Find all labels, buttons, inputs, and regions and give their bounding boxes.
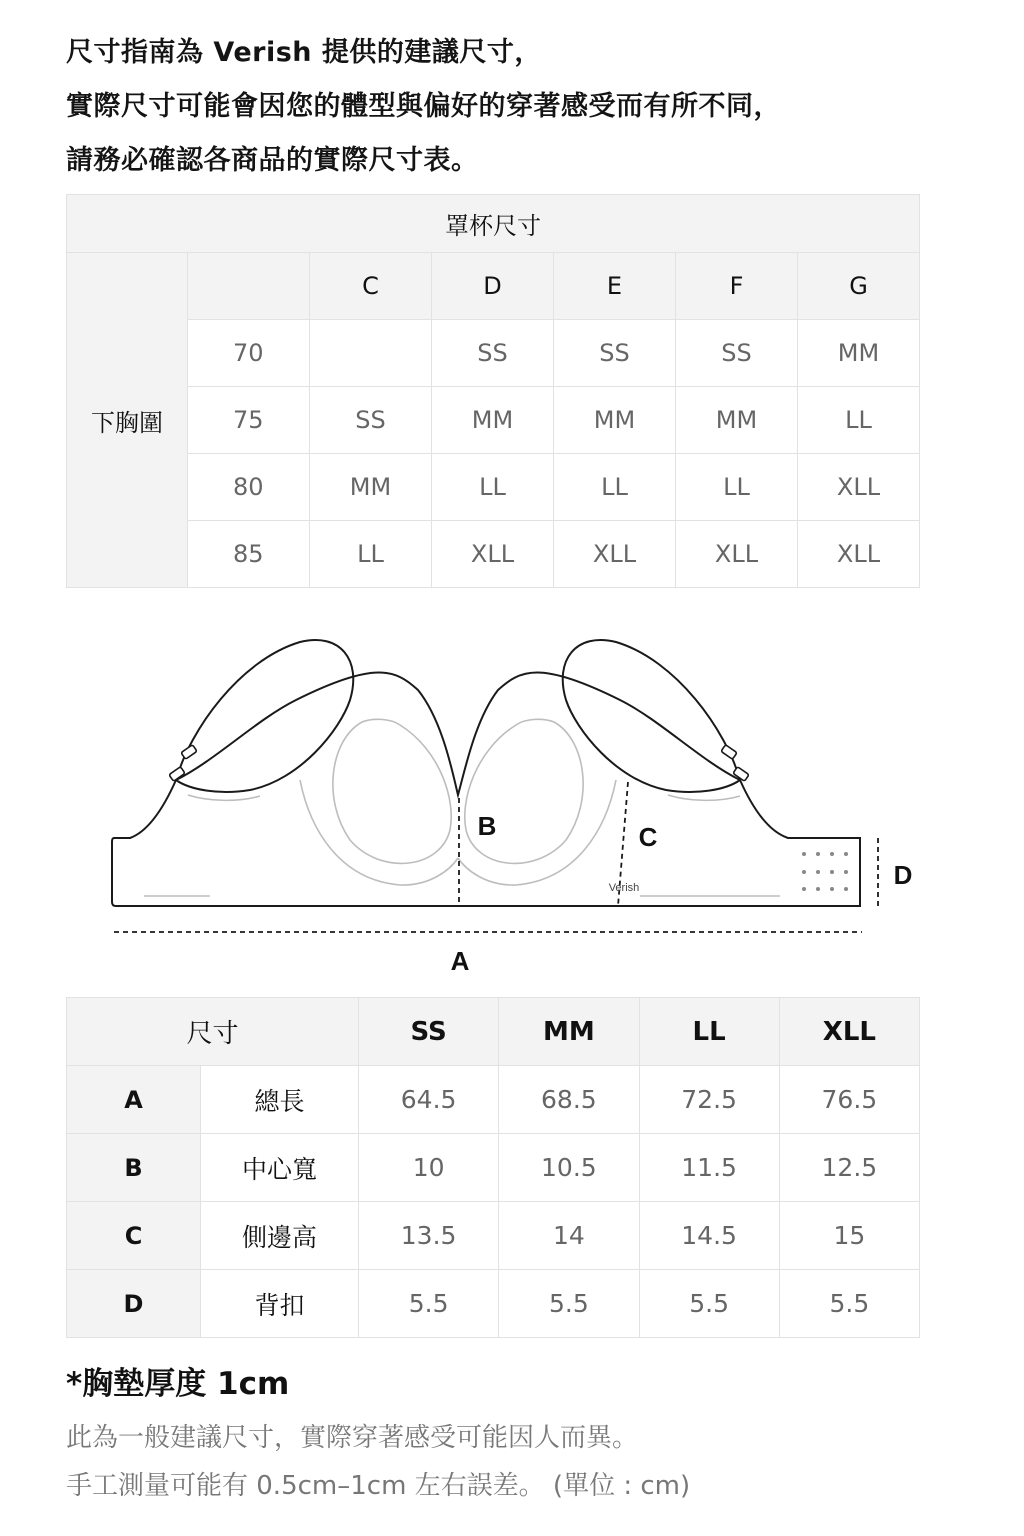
intro-text <box>66 26 966 188</box>
measure-value: 12.5 <box>779 1134 919 1202</box>
left-underwire <box>300 780 458 885</box>
cup-header: F <box>676 253 798 320</box>
measure-value: 5.5 <box>499 1270 639 1338</box>
measure-value: 14.5 <box>639 1202 779 1270</box>
disclaimer-line-2: 手工測量可能有 0.5cm–1cm 左右誤差。 (單位 : cm) <box>66 1471 691 1501</box>
measure-value: 14 <box>499 1202 639 1270</box>
cup-size-table <box>66 194 920 588</box>
measure-value: 15 <box>779 1202 919 1270</box>
measure-label: 背扣 <box>201 1270 359 1338</box>
size-cell: LL <box>798 387 920 454</box>
measure-value: 72.5 <box>639 1066 779 1134</box>
table-row <box>67 320 920 387</box>
measure-value: 10 <box>359 1134 499 1202</box>
bra-body <box>112 673 860 907</box>
cup-header: D <box>432 253 554 320</box>
size-cell: XLL <box>798 521 920 588</box>
measure-lines <box>114 782 878 932</box>
measure-label: 總長 <box>201 1066 359 1134</box>
intro-line-1: 尺寸指南為 Verish 提供的建議尺寸， <box>66 37 542 68</box>
side-stitch <box>188 795 260 800</box>
measurement-table-title: 尺寸 <box>67 998 359 1066</box>
measure-value: 10.5 <box>499 1134 639 1202</box>
corner-cell <box>188 253 310 320</box>
table-row <box>67 387 920 454</box>
hook-and-eye-icon <box>802 852 848 891</box>
size-cell: XLL <box>798 454 920 521</box>
measure-value: 11.5 <box>639 1134 779 1202</box>
size-header: LL <box>639 998 779 1066</box>
measure-value: 13.5 <box>359 1202 499 1270</box>
measure-label: 中心寬 <box>201 1134 359 1202</box>
band-value: 70 <box>188 320 310 387</box>
left-strap <box>176 640 353 792</box>
brand-label: Verish <box>608 882 640 894</box>
size-cell: XLL <box>676 521 798 588</box>
measurement-table <box>66 997 920 1338</box>
cup-details <box>144 719 780 896</box>
label-d: D <box>893 860 913 890</box>
measure-letter: A <box>67 1066 201 1134</box>
measure-value: 68.5 <box>499 1066 639 1134</box>
size-header: XLL <box>779 998 919 1066</box>
measure-letter: B <box>67 1134 201 1202</box>
size-header: MM <box>499 998 639 1066</box>
size-cell: LL <box>310 521 432 588</box>
measure-label: 側邊高 <box>201 1202 359 1270</box>
measure-letter: C <box>67 1202 201 1270</box>
strap-slider-icon <box>181 745 197 760</box>
label-b: B <box>477 811 497 841</box>
table-row <box>67 454 920 521</box>
size-cell: MM <box>310 454 432 521</box>
cup-header: E <box>554 253 676 320</box>
measure-value: 5.5 <box>779 1270 919 1338</box>
band-value: 85 <box>188 521 310 588</box>
measure-value: 76.5 <box>779 1066 919 1134</box>
side-stitch <box>668 795 740 800</box>
right-cup <box>465 719 583 863</box>
measure-letter: D <box>67 1270 201 1338</box>
size-cell: XLL <box>554 521 676 588</box>
size-cell: LL <box>676 454 798 521</box>
size-cell <box>310 320 432 387</box>
cup-table-title: 罩杯尺寸 <box>67 195 920 253</box>
underbust-label: 下胸圍 <box>67 253 188 588</box>
size-cell: SS <box>554 320 676 387</box>
cup-header: C <box>310 253 432 320</box>
size-cell: LL <box>432 454 554 521</box>
size-cell: SS <box>310 387 432 454</box>
size-cell: SS <box>676 320 798 387</box>
pad-thickness-note: *胸墊厚度 1cm <box>66 1366 290 1402</box>
strap-ring-icon <box>169 767 185 782</box>
size-cell: MM <box>798 320 920 387</box>
size-header: SS <box>359 998 499 1066</box>
measure-value: 64.5 <box>359 1066 499 1134</box>
right-strap <box>563 640 740 792</box>
size-cell: SS <box>432 320 554 387</box>
measure-value: 5.5 <box>639 1270 779 1338</box>
band-value: 80 <box>188 454 310 521</box>
intro-line-2: 實際尺寸可能會因您的體型與偏好的穿著感受而有所不同， <box>66 91 781 122</box>
strap-slider-icon <box>721 745 737 760</box>
label-a: A <box>450 946 470 976</box>
size-cell: XLL <box>432 521 554 588</box>
strap-ring-icon <box>733 767 749 782</box>
table-row <box>67 1202 920 1270</box>
disclaimer-line-1: 此為一般建議尺寸，實際穿著感受可能因人而異。 <box>66 1423 639 1453</box>
table-row <box>67 1066 920 1134</box>
size-cell: MM <box>432 387 554 454</box>
size-cell: MM <box>554 387 676 454</box>
size-cell: MM <box>676 387 798 454</box>
label-c: C <box>638 822 658 852</box>
size-cell: LL <box>554 454 676 521</box>
strap-adjusters <box>169 745 749 782</box>
cup-header: G <box>798 253 920 320</box>
table-row <box>67 521 920 588</box>
table-row <box>67 1134 920 1202</box>
intro-line-3: 請務必確認各商品的實際尺寸表。 <box>66 145 479 176</box>
band-value: 75 <box>188 387 310 454</box>
left-cup <box>333 719 451 863</box>
measure-value: 5.5 <box>359 1270 499 1338</box>
table-row <box>67 1270 920 1338</box>
bra-measurement-diagram <box>100 630 930 980</box>
